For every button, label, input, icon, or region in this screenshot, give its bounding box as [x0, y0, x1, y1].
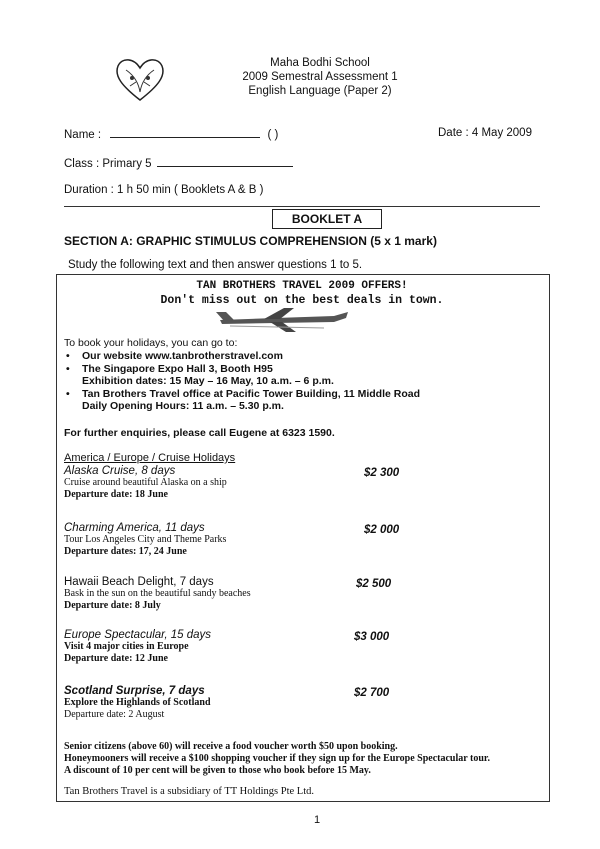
- tour-name: Hawaii Beach Delight, 7 days: [64, 576, 214, 588]
- tour-description: Visit 4 major cities in Europe: [64, 641, 189, 652]
- booking-website: • Our website www.tanbrotherstravel.com: [64, 350, 544, 363]
- tour-price: $2 300: [364, 467, 400, 479]
- exhibition-dates: Exhibition dates: 15 May – 16 May, 10 a.m. – 6 p.m.: [82, 375, 334, 387]
- ad-subtitle: Don't miss out on the best deals in town.: [160, 294, 444, 307]
- ad-footer: Tan Brothers Travel is a subsidiary of TT Holdings Pte Ltd.: [64, 786, 314, 797]
- note-senior: Senior citizens (above 60) will receive a food voucher worth $50 upon booking.: [64, 741, 398, 752]
- school-logo-icon: [112, 52, 168, 104]
- enquiries-text: For further enquiries, please call Eugene at 6323 1590.: [64, 427, 335, 439]
- tour-name: Europe Spectacular, 15 days: [64, 629, 212, 641]
- tour-departure: Departure dates: 17, 24 June: [64, 546, 187, 557]
- tour-price: $2 500: [356, 578, 392, 590]
- booking-office: • Tan Brothers Travel office at Pacific Tower Building, 11 Middle Road: [64, 388, 544, 401]
- booking-intro: To book your holidays, you can go to:: [64, 337, 238, 349]
- school-name: Maha Bodhi School: [270, 57, 370, 69]
- booklet-label: BOOKLET A: [272, 209, 382, 229]
- tour-departure: Departure date: 2 August: [64, 709, 165, 720]
- airplane-icon: [214, 306, 354, 334]
- tour-name: Alaska Cruise, 8 days: [64, 465, 176, 477]
- name-label: Name :: [64, 129, 102, 141]
- school-header: [200, 56, 440, 98]
- tour-departure: Departure date: 18 June: [64, 489, 168, 500]
- tour-america: [64, 522, 544, 558]
- tour-description: Bask in the sun on the beautiful sandy beaches: [64, 588, 251, 599]
- note-discount: A discount of 10 per cent will be given to those who book before 15 May.: [64, 765, 371, 776]
- tour-hawaii: [64, 576, 544, 612]
- tour-description: Cruise around beautiful Alaska on a ship: [64, 477, 227, 488]
- name-row: [64, 127, 278, 141]
- tour-price: $3 000: [354, 631, 390, 643]
- tour-price: $2 700: [354, 687, 390, 699]
- class-label: Class : Primary 5: [64, 158, 152, 170]
- page-number: 1: [314, 814, 321, 826]
- tour-description: Explore the Highlands of Scotland: [64, 697, 211, 708]
- tour-name: Charming America, 11 days: [64, 522, 205, 534]
- tour-alaska: [64, 465, 544, 501]
- class-row: [64, 156, 293, 170]
- tour-name: Scotland Surprise, 7 days: [64, 685, 205, 697]
- instruction-text: Study the following text and then answer questions 1 to 5.: [68, 259, 363, 271]
- duration-label: Duration : 1 h 50 min ( Booklets A & B ): [64, 184, 264, 196]
- assessment-title: 2009 Semestral Assessment 1: [242, 71, 398, 83]
- tour-departure: Departure date: 8 July: [64, 600, 161, 611]
- tour-price: $2 000: [364, 524, 400, 536]
- booking-expo: • The Singapore Expo Hall 3, Booth H95: [64, 363, 544, 376]
- name-blank: [110, 127, 260, 138]
- class-blank: [157, 156, 293, 167]
- divider-rule: [64, 206, 540, 207]
- category-heading: America / Europe / Cruise Holidays: [64, 452, 236, 464]
- tour-europe: [64, 629, 544, 665]
- date-label: Date : 4 May 2009: [438, 127, 532, 139]
- booking-list: [64, 350, 544, 413]
- opening-hours: Daily Opening Hours: 11 a.m. – 5.30 p.m.: [82, 400, 284, 412]
- tour-description: Tour Los Angeles City and Theme Parks: [64, 534, 227, 545]
- note-honeymooners: Honeymooners will receive a $100 shopping voucher if they sign up for the Europe Spectacular tour.: [64, 753, 490, 764]
- subject-title: English Language (Paper 2): [248, 85, 392, 97]
- tour-scotland: [64, 685, 544, 721]
- tour-departure: Departure date: 12 June: [64, 653, 168, 664]
- register-number-paren: ( ): [267, 129, 279, 141]
- ad-title: TAN BROTHERS TRAVEL 2009 OFFERS!: [196, 280, 408, 292]
- section-heading: SECTION A: GRAPHIC STIMULUS COMPREHENSION (5 x 1 mark): [64, 234, 437, 248]
